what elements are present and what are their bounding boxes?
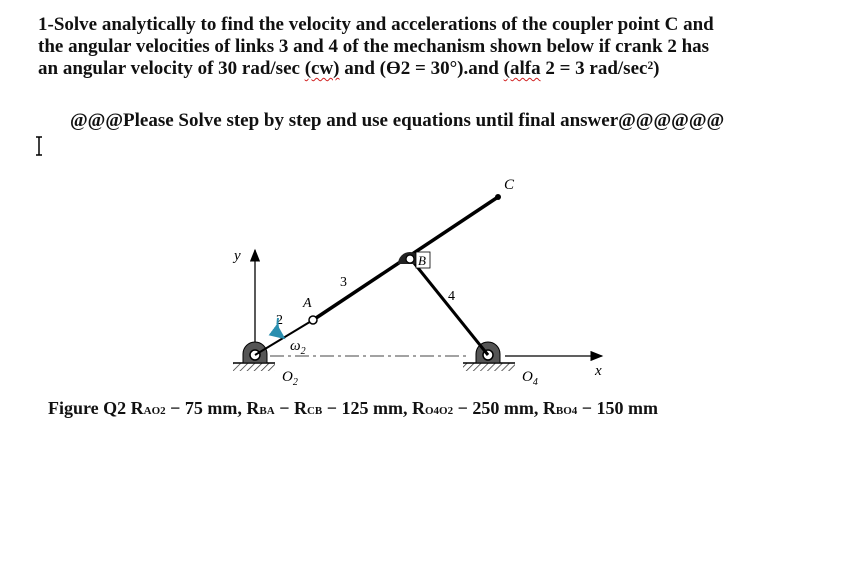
label-link-4: 4 — [448, 289, 455, 304]
ground-o2-hatch — [233, 363, 275, 371]
problem-line-1: 1-Solve analytically to find the velocity and accelerations of the coupler point C and — [38, 14, 714, 35]
cw-term: (cw) — [304, 58, 340, 79]
joint-b-pin — [406, 255, 414, 263]
x-axis-label: x — [595, 363, 602, 379]
problem-line-3-part-c: 2 = 3 rad/sec²) — [540, 58, 660, 79]
label-b: B — [418, 253, 426, 268]
label-omega-2: $\omega_2$ — [290, 338, 306, 357]
problem-line-3-part-b: and (ϴ2 = 30°).and — [339, 58, 504, 79]
problem-line-3 — [38, 58, 818, 80]
problem-line-2: the angular velocities of links 3 and 4 of the mechanism shown below if crank 2 has — [38, 36, 710, 57]
y-axis-label: y — [234, 248, 241, 264]
text-cursor-icon — [32, 136, 46, 156]
label-link-2: 2 — [276, 313, 283, 328]
label-o2: $O_2$ — [282, 369, 298, 388]
label-a: A — [303, 296, 312, 311]
point-c — [495, 194, 501, 200]
solve-request: @@@Please Solve step by step and use equations until final answer@@@@@@ — [70, 110, 725, 131]
figure-caption: Figure Q2 RAO2 − 75 mm, RBA − RCB − 125 mm, RO4O2 − 250 mm, RBO4 − 150 mm — [48, 398, 659, 418]
link-4-rocker — [410, 258, 488, 355]
ground-o4-hatch — [463, 363, 515, 371]
joint-a — [309, 316, 317, 324]
mechanism-figure — [200, 170, 640, 390]
alfa-term: (alfa — [503, 58, 541, 79]
label-link-3: 3 — [340, 275, 347, 290]
problem-line-3-part-a: an angular velocity of 30 rad/sec — [38, 58, 305, 79]
label-c: C — [504, 177, 515, 193]
problem-statement — [38, 14, 818, 80]
label-o4: $O_4$ — [522, 369, 538, 388]
